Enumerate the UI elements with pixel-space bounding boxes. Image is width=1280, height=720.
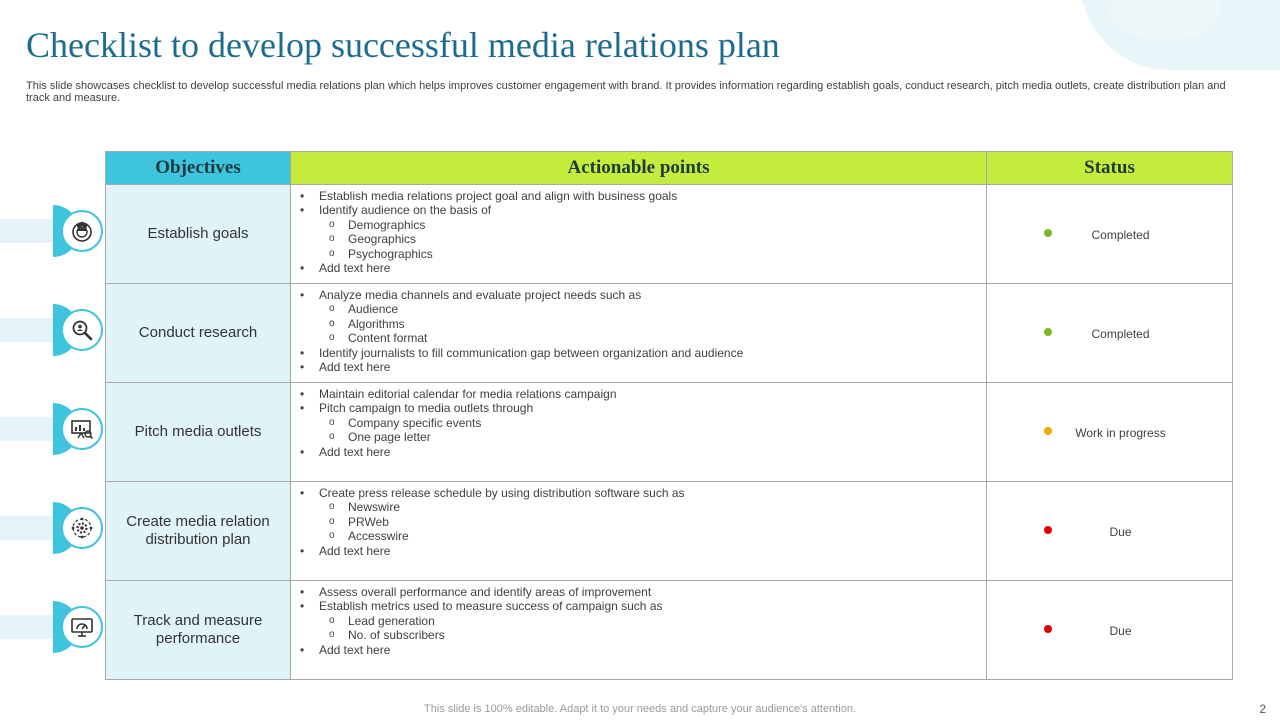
header-actionable-points: Actionable points <box>291 152 987 185</box>
status-dot-icon <box>1044 229 1052 237</box>
objective-cell: Create media relation distribution plan <box>106 482 291 581</box>
actionable-points-list <box>291 387 986 459</box>
status-label: Completed <box>1091 228 1150 242</box>
checklist-table <box>105 151 1233 680</box>
objective-cell: Establish goals <box>106 185 291 284</box>
actionable-points-cell <box>291 383 987 482</box>
sub-bullet-point: o Audience <box>291 302 986 316</box>
status-dot-icon <box>1044 526 1052 534</box>
actionable-points-cell <box>291 581 987 680</box>
header-status: Status <box>987 152 1233 185</box>
bullet-point: • Create press release schedule by using distribution software such as <box>291 486 986 500</box>
bullet-point: • Identify journalists to fill communication gap between organization and audience <box>291 346 986 360</box>
page-number: 2 <box>1259 702 1266 716</box>
row-icon-badge <box>0 600 105 654</box>
bullet-point: • Add text here <box>291 643 986 657</box>
row-icon-badge <box>0 204 105 258</box>
footer-note: This slide is 100% editable. Adapt it to your needs and capture your audience's attention. <box>424 703 856 715</box>
sub-bullet-point: o PRWeb <box>291 515 986 529</box>
status-cell <box>987 185 1233 284</box>
distribution-gear-icon <box>61 507 103 549</box>
table-body <box>106 185 1233 680</box>
monitor-gauge-icon <box>61 606 103 648</box>
status-label: Due <box>1109 624 1132 638</box>
status-cell <box>987 482 1233 581</box>
slide-title: Checklist to develop successful media relations plan <box>26 25 780 65</box>
sub-bullet-point: o Demographics <box>291 218 986 232</box>
sub-bullet-point: o Lead generation <box>291 614 986 628</box>
table-row <box>106 581 1233 680</box>
table-row <box>106 383 1233 482</box>
target-people-icon <box>61 210 103 252</box>
header-objectives: Objectives <box>106 152 291 185</box>
actionable-points-cell <box>291 284 987 383</box>
status-label: Work in progress <box>1075 426 1166 440</box>
actionable-points-cell <box>291 185 987 284</box>
objective-cell: Conduct research <box>106 284 291 383</box>
status-dot-icon <box>1044 625 1052 633</box>
actionable-points-list <box>291 189 986 275</box>
status-label: Completed <box>1091 327 1150 341</box>
bullet-point: • Add text here <box>291 360 986 374</box>
bullet-point: • Establish metrics used to measure success of campaign such as <box>291 599 986 613</box>
bullet-point: • Maintain editorial calendar for media relations campaign <box>291 387 986 401</box>
status-cell <box>987 383 1233 482</box>
bullet-point: • Identify audience on the basis of <box>291 203 986 217</box>
bullet-point: • Analyze media channels and evaluate project needs such as <box>291 288 986 302</box>
bullet-point: • Add text here <box>291 544 986 558</box>
row-icon-badge <box>0 303 105 357</box>
row-icon-badge <box>0 501 105 555</box>
actionable-points-list <box>291 585 986 657</box>
sub-bullet-point: o Newswire <box>291 500 986 514</box>
actionable-points-cell <box>291 482 987 581</box>
objective-cell: Pitch media outlets <box>106 383 291 482</box>
table-row <box>106 185 1233 284</box>
actionable-points-list <box>291 486 986 558</box>
slide-subtitle: This slide showcases checklist to develop successful media relations plan which helps improves customer engagement with brand. It provides information regarding establish goals, conduct research, pitch media outlets, create distribution plan and track and measure. <box>26 80 1226 104</box>
table-header-row <box>106 152 1233 185</box>
sub-bullet-point: o Psychographics <box>291 247 986 261</box>
sub-bullet-point: o Algorithms <box>291 317 986 331</box>
sub-bullet-point: o Content format <box>291 331 986 345</box>
sub-bullet-point: o Accesswire <box>291 529 986 543</box>
status-dot-icon <box>1044 427 1052 435</box>
table-row <box>106 284 1233 383</box>
actionable-points-list <box>291 288 986 374</box>
sub-bullet-point: o No. of subscribers <box>291 628 986 642</box>
magnifier-research-icon <box>61 309 103 351</box>
sub-bullet-point: o Geographics <box>291 232 986 246</box>
bullet-point: • Add text here <box>291 445 986 459</box>
status-cell <box>987 284 1233 383</box>
presentation-board-icon <box>61 408 103 450</box>
table-row <box>106 482 1233 581</box>
bullet-point: • Add text here <box>291 261 986 275</box>
status-cell <box>987 581 1233 680</box>
bullet-point: • Establish media relations project goal and align with business goals <box>291 189 986 203</box>
objective-cell: Track and measure performance <box>106 581 291 680</box>
status-dot-icon <box>1044 328 1052 336</box>
sub-bullet-point: o Company specific events <box>291 416 986 430</box>
bullet-point: • Pitch campaign to media outlets through <box>291 401 986 415</box>
bullet-point: • Assess overall performance and identify areas of improvement <box>291 585 986 599</box>
status-label: Due <box>1109 525 1132 539</box>
sub-bullet-point: o One page letter <box>291 430 986 444</box>
row-icon-badge <box>0 402 105 456</box>
